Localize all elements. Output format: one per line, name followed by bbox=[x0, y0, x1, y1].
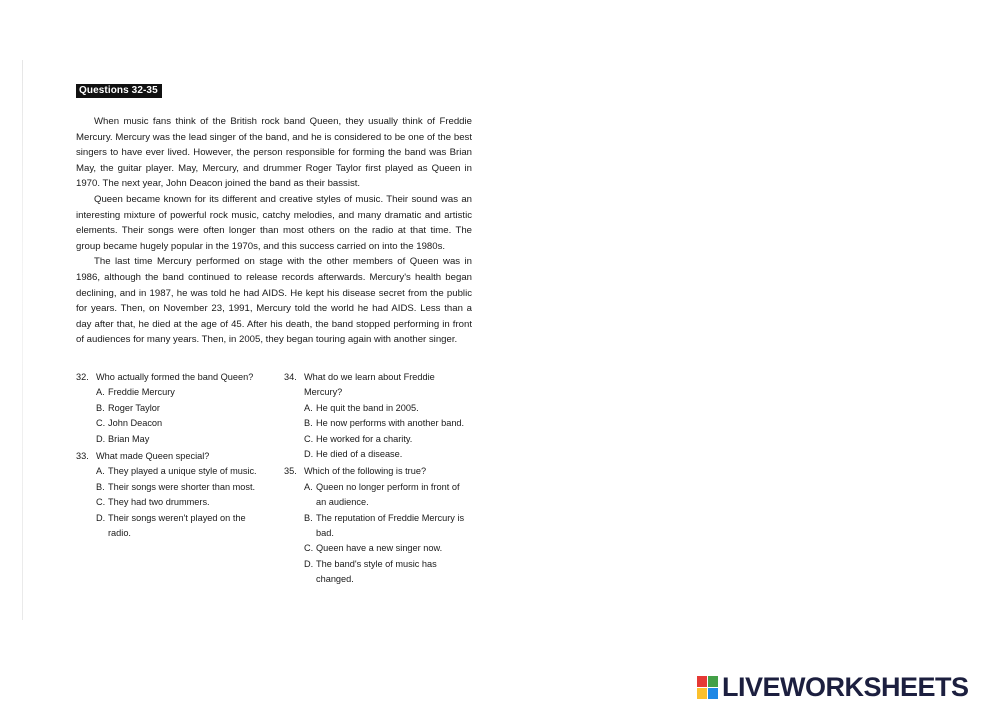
logo-text: LIVEWORKSHEETS bbox=[722, 672, 969, 702]
option-text: Their songs were shorter than most. bbox=[108, 481, 256, 492]
passage-paragraph: Queen became known for its different and creative styles of music. Their sound was an interesting mixture of powerful rock music, catchy melodies, and many dramatic and artistic elements. Their songs were often longer than most others on the radio at that time. The group became hugely popular in the 1970s, and this success carried on into the 1980s. bbox=[76, 193, 472, 252]
option-text: They played a unique style of music. bbox=[108, 466, 257, 477]
answer-option[interactable] bbox=[76, 464, 268, 479]
passage-paragraph: When music fans think of the British rock band Queen, they usually think of Freddie Mercury. Mercury was the lead singer of the band, and he is considered to be one of the best singers to have ever lived. However, the person responsible for forming the band was Brian May, the guitar player. May, Mercury, and drummer Roger Taylor first played as Queen in 1970. The next year, John Deacon joined the band as their bassist. bbox=[76, 116, 472, 190]
option-text: Queen no longer perform in front of an audience. bbox=[316, 481, 460, 508]
answer-option[interactable] bbox=[76, 401, 268, 416]
option-text: He worked for a charity. bbox=[316, 433, 413, 444]
option-text: Freddie Mercury bbox=[108, 387, 175, 398]
option-letter: A. bbox=[96, 466, 105, 477]
option-text: Brian May bbox=[108, 433, 150, 444]
answer-option[interactable] bbox=[76, 432, 268, 447]
logo-mark-icon bbox=[697, 676, 718, 699]
answer-option[interactable] bbox=[284, 416, 472, 431]
liveworksheets-logo bbox=[697, 674, 969, 700]
option-text: They had two drummers. bbox=[108, 497, 210, 508]
question-stem: Which of the following is true? bbox=[304, 466, 427, 477]
question-35 bbox=[284, 464, 472, 587]
option-text: John Deacon bbox=[108, 418, 163, 429]
questions-area bbox=[76, 370, 472, 590]
question-number: 35. bbox=[284, 466, 297, 477]
option-text: Queen have a new singer now. bbox=[316, 543, 443, 554]
option-letter: C. bbox=[96, 418, 106, 429]
answer-option[interactable] bbox=[284, 432, 472, 447]
reading-passage bbox=[76, 114, 472, 348]
answer-option[interactable] bbox=[284, 401, 472, 416]
scan-edge bbox=[22, 60, 23, 620]
answer-option[interactable] bbox=[284, 480, 472, 511]
answer-option[interactable] bbox=[284, 557, 472, 588]
option-letter: D. bbox=[304, 449, 314, 460]
answer-option[interactable] bbox=[76, 495, 268, 510]
option-letter: D. bbox=[304, 558, 314, 569]
question-stem: What do we learn about Freddie Mercury? bbox=[304, 372, 435, 398]
option-letter: A. bbox=[304, 481, 313, 492]
answer-option[interactable] bbox=[284, 541, 472, 556]
question-stem: Who actually formed the band Queen? bbox=[96, 372, 254, 382]
option-text: He now performs with another band. bbox=[316, 418, 465, 429]
question-number: 33. bbox=[76, 451, 89, 462]
questions-left-column bbox=[76, 370, 268, 590]
answer-option[interactable] bbox=[76, 416, 268, 431]
answer-option[interactable] bbox=[284, 511, 472, 542]
question-33 bbox=[76, 449, 268, 541]
option-text: He quit the band in 2005. bbox=[316, 402, 419, 413]
option-letter: C. bbox=[96, 497, 106, 508]
option-letter: C. bbox=[304, 543, 314, 554]
option-text: The band's style of music has changed. bbox=[316, 558, 437, 585]
option-letter: D. bbox=[96, 512, 106, 523]
option-text: Roger Taylor bbox=[108, 402, 160, 413]
option-text: He died of a disease. bbox=[316, 449, 403, 460]
option-letter: B. bbox=[96, 402, 105, 413]
option-text: The reputation of Freddie Mercury is bad. bbox=[316, 512, 465, 539]
logo-mark-tile bbox=[708, 688, 718, 699]
option-letter: A. bbox=[304, 402, 313, 413]
option-letter: C. bbox=[304, 433, 314, 444]
logo-mark-tile bbox=[697, 676, 707, 687]
section-heading: Questions 32-35 bbox=[76, 84, 162, 98]
option-letter: D. bbox=[96, 433, 106, 444]
question-number: 32. bbox=[76, 372, 89, 382]
passage-paragraph: The last time Mercury performed on stage with the other members of Queen was in 1986, although the band continued to release records afterwards. Mercury's health began declining, and in 1987, he was told he had AIDS. He kept his disease secret from the public for years. Then, on November 23, 1991, Mercury told the world he had AIDS. Less than a day after that, he died at the age of 45. After his death, the band stopped performing in front of audiences for many years. Then, in 2005, they began touring again with another singer. bbox=[76, 256, 472, 346]
option-letter: A. bbox=[96, 387, 105, 398]
option-letter: B. bbox=[304, 418, 313, 429]
question-32 bbox=[76, 370, 268, 447]
option-letter: B. bbox=[304, 512, 313, 523]
option-letter: B. bbox=[96, 481, 105, 492]
question-number: 34. bbox=[284, 372, 297, 382]
logo-mark-tile bbox=[708, 676, 718, 687]
option-text: Their songs weren't played on the radio. bbox=[108, 512, 246, 539]
logo-mark-tile bbox=[697, 688, 707, 699]
question-34 bbox=[284, 370, 472, 462]
answer-option[interactable] bbox=[76, 511, 268, 542]
answer-option[interactable] bbox=[76, 480, 268, 495]
questions-right-column bbox=[284, 370, 472, 590]
answer-option[interactable] bbox=[76, 385, 268, 400]
question-stem: What made Queen special? bbox=[96, 451, 210, 462]
answer-option[interactable] bbox=[284, 447, 472, 462]
